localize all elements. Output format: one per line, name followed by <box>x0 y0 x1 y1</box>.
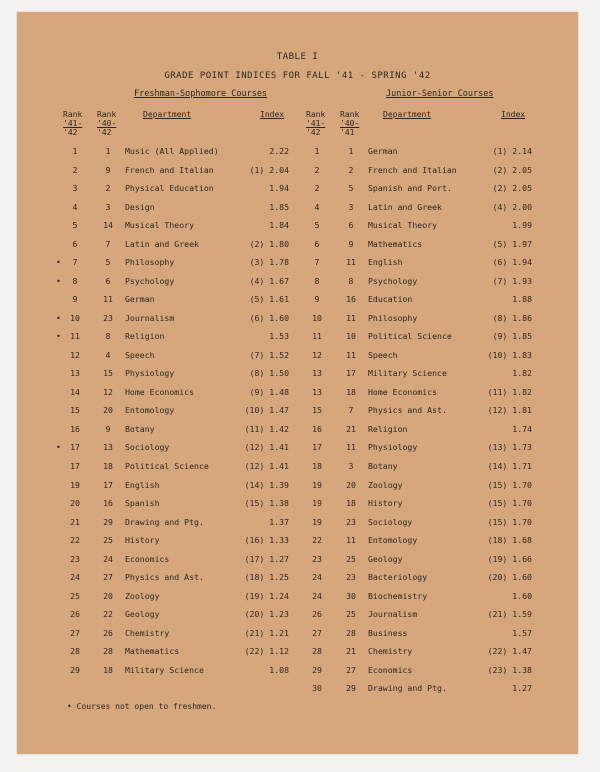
index-cell: (11) 1.42 <box>244 423 289 434</box>
rank-40-41-cell: 13 <box>103 442 113 453</box>
index-cell: (23) 1.38 <box>487 664 532 675</box>
department-cell: Zoology <box>125 590 160 601</box>
right-index-header: Index <box>501 110 526 119</box>
index-cell: (8) 1.86 <box>492 312 532 323</box>
rank-41-42-cell: 13 <box>312 368 322 379</box>
rank-41-42-cell: 29 <box>70 664 80 675</box>
index-cell: (2) 2.05 <box>492 183 532 194</box>
rank-41-42-cell: 13 <box>312 386 322 397</box>
right-table-row <box>17 624 578 642</box>
department-cell: Mathematics <box>125 646 180 657</box>
right-rank-41-42-header: Rank '41- '42 <box>306 110 326 137</box>
right-table-row <box>17 346 578 364</box>
not-open-marker: • <box>56 257 61 268</box>
department-cell: Speech <box>368 349 398 360</box>
index-cell: 1.37 <box>269 516 289 527</box>
rank-40-41-cell: 29 <box>103 516 113 527</box>
department-cell: Physics and Ast. <box>125 572 204 583</box>
department-cell: French and Italian <box>125 164 214 175</box>
rank-40-41-cell: 3 <box>105 201 111 212</box>
rank-41-42-cell: 5 <box>72 220 78 231</box>
left-index-header: Index <box>260 110 285 119</box>
index-cell: (6) 1.60 <box>249 312 289 323</box>
rank-40-41-cell: 20 <box>103 590 113 601</box>
rank-40-41-cell: 24 <box>103 553 113 564</box>
rank-40-41-cell: 11 <box>346 535 356 546</box>
department-cell: Military Science <box>125 664 204 675</box>
department-cell: Latin and Greek <box>125 238 199 249</box>
index-cell: (10) 1.47 <box>244 405 289 416</box>
rank-40-41-cell: 6 <box>348 220 354 231</box>
rank-41-42-cell: 23 <box>312 553 322 564</box>
index-cell: (18) 1.25 <box>244 572 289 583</box>
rank-41-42-cell: 17 <box>312 442 322 453</box>
rank-41-42-cell: 15 <box>312 405 322 416</box>
department-cell: Drawing and Ptg. <box>368 683 447 694</box>
department-cell: Economics <box>125 553 170 564</box>
rank-41-42-cell: 5 <box>314 220 320 231</box>
right-table-row <box>17 420 578 438</box>
index-cell: (14) 1.39 <box>244 479 289 490</box>
department-cell: Chemistry <box>368 646 413 657</box>
rank-40-41-cell: 1 <box>105 146 111 156</box>
rank-41-42-cell: 7 <box>72 257 78 268</box>
rank-41-42-cell: 12 <box>70 349 80 360</box>
rank-41-42-cell: 27 <box>70 627 80 638</box>
index-cell: (12) 1.81 <box>487 405 532 416</box>
rank-40-41-cell: 2 <box>348 164 354 175</box>
department-cell: Musical Theory <box>125 220 195 231</box>
index-cell: (19) 1.66 <box>487 553 532 564</box>
rank-40-41-cell: 5 <box>105 257 111 268</box>
rank-40-41-cell: 9 <box>105 423 111 434</box>
department-cell: Entomology <box>368 535 418 546</box>
index-cell: (2) 1.80 <box>249 238 289 249</box>
rank-41-42-cell: 24 <box>312 572 322 583</box>
index-cell: (1) 2.04 <box>249 164 289 175</box>
rank-40-41-cell: 14 <box>103 220 113 231</box>
index-cell: (9) 1.85 <box>492 331 532 342</box>
department-cell: Philosophy <box>368 312 418 323</box>
index-cell: 1.74 <box>512 423 532 434</box>
rank-41-42-cell: 28 <box>312 646 322 657</box>
index-cell: 1.60 <box>512 590 532 601</box>
department-cell: Physiology <box>125 368 175 379</box>
index-cell: (13) 1.73 <box>487 442 532 453</box>
right-table-row <box>17 550 578 568</box>
rank-40-41-cell: 18 <box>346 386 356 397</box>
department-cell: Speech <box>125 349 155 360</box>
left-rank-41-42-header: Rank '41- '42 <box>63 110 83 137</box>
not-open-marker: • <box>56 275 61 286</box>
rank-40-41-cell: 9 <box>105 164 111 175</box>
rank-41-42-cell: 9 <box>72 294 78 305</box>
right-table-row <box>17 494 578 512</box>
department-cell: Business <box>368 627 408 638</box>
index-cell: (10) 1.83 <box>487 349 532 360</box>
rank-41-42-cell: 10 <box>312 312 322 323</box>
department-cell: Zoology <box>368 479 403 490</box>
rank-40-41-cell: 20 <box>346 479 356 490</box>
right-table-row <box>17 198 578 216</box>
rank-40-41-cell: 17 <box>346 368 356 379</box>
index-cell: (20) 1.23 <box>244 609 289 620</box>
department-cell: Sociology <box>125 442 170 453</box>
rank-40-41-cell: 23 <box>103 312 113 323</box>
rank-40-41-cell: 20 <box>103 405 113 416</box>
index-cell: (15) 1.70 <box>487 479 532 490</box>
rank-41-42-cell: 8 <box>314 275 320 286</box>
department-cell: Spanish and Port. <box>368 183 452 194</box>
index-cell: 1.99 <box>512 220 532 231</box>
department-cell: Drawing and Ptg. <box>125 516 204 527</box>
index-cell: (12) 1.41 <box>244 461 289 471</box>
index-cell: (1) 2.14 <box>492 146 532 156</box>
rank-41-42-cell: 7 <box>314 257 320 268</box>
rank-40-41-cell: 23 <box>346 572 356 583</box>
rank-41-42-cell: 2 <box>314 183 320 194</box>
rank-41-42-cell: 13 <box>70 368 80 379</box>
rank-41-42-cell: 6 <box>314 238 320 249</box>
rank-40-41-cell: 4 <box>105 349 111 360</box>
index-cell: 1.27 <box>512 683 532 694</box>
department-cell: Botany <box>125 423 155 434</box>
rank-40-41-cell: 25 <box>346 609 356 620</box>
index-cell: (16) 1.33 <box>244 535 289 546</box>
rank-41-42-cell: 19 <box>70 479 80 490</box>
footnote: • Courses not open to freshmen. <box>67 702 217 711</box>
index-cell: 1.08 <box>269 664 289 675</box>
index-cell: (5) 1.97 <box>492 238 532 249</box>
department-cell: Musical Theory <box>368 220 438 231</box>
department-cell: Physics and Ast. <box>368 405 447 416</box>
department-cell: Education <box>368 294 413 305</box>
department-cell: Home Economics <box>368 386 438 397</box>
right-table-row <box>17 383 578 401</box>
rank-41-42-cell: 4 <box>72 201 78 212</box>
rank-41-42-cell: 2 <box>314 164 320 175</box>
rank-40-41-cell: 15 <box>103 368 113 379</box>
left-department-header: Department <box>143 110 192 119</box>
rank-40-41-cell: 7 <box>105 238 111 249</box>
rank-40-41-cell: 27 <box>346 664 356 675</box>
rank-41-42-cell: 18 <box>312 461 322 471</box>
department-cell: Political Science <box>368 331 452 342</box>
rank-41-42-cell: 4 <box>314 201 320 212</box>
right-table-row <box>17 142 578 160</box>
rank-41-42-cell: 25 <box>70 590 80 601</box>
rank-41-42-cell: 11 <box>312 331 322 342</box>
department-cell: Religion <box>125 331 165 342</box>
index-cell: (3) 1.78 <box>249 257 289 268</box>
rank-40-41-cell: 18 <box>103 664 113 675</box>
right-table-row <box>17 309 578 327</box>
index-cell: (7) 1.93 <box>492 275 532 286</box>
rank-41-42-cell: 16 <box>312 423 322 434</box>
department-cell: Geology <box>125 609 160 620</box>
right-table-row <box>17 661 578 679</box>
rank-41-42-cell: 30 <box>312 683 322 694</box>
rank-40-41-cell: 25 <box>103 535 113 546</box>
rank-40-41-cell: 22 <box>103 609 113 620</box>
department-cell: French and Italian <box>368 164 457 175</box>
index-cell: (5) 1.61 <box>249 294 289 305</box>
index-cell: (8) 1.50 <box>249 368 289 379</box>
rank-41-42-cell: 19 <box>312 479 322 490</box>
rank-40-41-cell: 21 <box>346 423 356 434</box>
rank-40-41-cell: 25 <box>346 553 356 564</box>
right-table-row <box>17 179 578 197</box>
index-cell: (2) 2.05 <box>492 164 532 175</box>
right-table-row <box>17 476 578 494</box>
department-cell: Sociology <box>368 516 413 527</box>
rank-40-41-cell: 28 <box>103 646 113 657</box>
index-cell: 1.85 <box>269 201 289 212</box>
rank-40-41-cell: 23 <box>346 516 356 527</box>
rank-41-42-cell: 28 <box>70 646 80 657</box>
department-cell: History <box>125 535 160 546</box>
rank-41-42-cell: 12 <box>312 349 322 360</box>
rank-40-41-cell: 26 <box>103 627 113 638</box>
index-cell: 1.94 <box>269 183 289 194</box>
rank-40-41-cell: 6 <box>105 275 111 286</box>
department-cell: Mathematics <box>368 238 423 249</box>
index-cell: (4) 1.67 <box>249 275 289 286</box>
rank-41-42-cell: 24 <box>312 590 322 601</box>
rank-41-42-cell: 8 <box>72 275 78 286</box>
rank-40-41-cell: 11 <box>346 312 356 323</box>
department-cell: Religion <box>368 423 408 434</box>
department-cell: Chemistry <box>125 627 170 638</box>
index-cell: 2.22 <box>269 146 289 156</box>
right-table-row <box>17 290 578 308</box>
department-cell: Home Economics <box>125 386 195 397</box>
index-cell: (9) 1.48 <box>249 386 289 397</box>
right-table-row <box>17 568 578 586</box>
index-cell: (11) 1.82 <box>487 386 532 397</box>
right-table-row <box>17 235 578 253</box>
rank-40-41-cell: 8 <box>105 331 111 342</box>
rank-41-42-cell: 20 <box>70 498 80 509</box>
section-freshman-sophomore: Freshman-Sophomore Courses <box>134 89 268 99</box>
rank-41-42-cell: 3 <box>72 183 78 194</box>
department-cell: Military Science <box>368 368 447 379</box>
rank-40-41-cell: 8 <box>348 275 354 286</box>
rank-41-42-cell: 23 <box>70 553 80 564</box>
right-department-header: Department <box>383 110 432 119</box>
rank-40-41-cell: 9 <box>348 238 354 249</box>
rank-41-42-cell: 26 <box>70 609 80 620</box>
rank-40-41-cell: 1 <box>348 146 354 156</box>
department-cell: Latin and Greek <box>368 201 442 212</box>
rank-40-41-cell: 18 <box>103 461 113 471</box>
index-cell: 1.88 <box>512 294 532 305</box>
department-cell: History <box>368 498 403 509</box>
index-cell: (19) 1.24 <box>244 590 289 601</box>
index-cell: (17) 1.27 <box>244 553 289 564</box>
rank-41-42-cell: 19 <box>312 516 322 527</box>
index-cell: (22) 1.47 <box>487 646 532 657</box>
rank-40-41-cell: 10 <box>346 331 356 342</box>
rank-41-42-cell: 1 <box>314 146 320 156</box>
section-junior-senior: Junior-Senior Courses <box>386 89 494 99</box>
rank-41-42-cell: 22 <box>312 535 322 546</box>
rank-41-42-cell: 21 <box>70 516 80 527</box>
department-cell: Bacteriology <box>368 572 428 583</box>
table-title: GRADE POINT INDICES FOR FALL '41 - SPRING '42 <box>164 71 431 81</box>
department-cell: Journalism <box>368 609 418 620</box>
index-cell: (12) 1.41 <box>244 442 289 453</box>
rank-40-41-cell: 16 <box>346 294 356 305</box>
rank-41-42-cell: 2 <box>72 164 78 175</box>
rank-41-42-cell: 6 <box>72 238 78 249</box>
department-cell: Physiology <box>368 442 418 453</box>
department-cell: Entomology <box>125 405 175 416</box>
rank-41-42-cell: 11 <box>70 331 80 342</box>
rank-41-42-cell: 10 <box>70 312 80 323</box>
department-cell: Journalism <box>125 312 175 323</box>
table-label: TABLE I <box>276 52 319 62</box>
rank-40-41-cell: 11 <box>346 349 356 360</box>
index-cell: (20) 1.60 <box>487 572 532 583</box>
right-table-row <box>17 327 578 345</box>
right-table-row <box>17 605 578 623</box>
rank-40-41-cell: 11 <box>346 257 356 268</box>
right-table-row <box>17 438 578 456</box>
rank-40-41-cell: 5 <box>348 183 354 194</box>
right-table-row <box>17 679 578 697</box>
index-cell: 1.57 <box>512 627 532 638</box>
rank-40-41-cell: 2 <box>105 183 111 194</box>
rank-40-41-cell: 11 <box>346 442 356 453</box>
index-cell: (18) 1.68 <box>487 535 532 546</box>
right-table-row <box>17 161 578 179</box>
department-cell: German <box>125 294 155 305</box>
document-page <box>17 12 578 754</box>
rank-40-41-cell: 21 <box>346 646 356 657</box>
index-cell: (21) 1.21 <box>244 627 289 638</box>
rank-41-42-cell: 16 <box>70 423 80 434</box>
department-cell: Psychology <box>125 275 175 286</box>
department-cell: Economics <box>368 664 413 675</box>
rank-40-41-cell: 17 <box>103 479 113 490</box>
rank-40-41-cell: 12 <box>103 386 113 397</box>
index-cell: (6) 1.94 <box>492 257 532 268</box>
rank-41-42-cell: 17 <box>70 442 80 453</box>
right-table-row <box>17 364 578 382</box>
rank-41-42-cell: 27 <box>312 627 322 638</box>
rank-41-42-cell: 26 <box>312 609 322 620</box>
rank-41-42-cell: 22 <box>70 535 80 546</box>
index-cell: (15) 1.70 <box>487 498 532 509</box>
rank-41-42-cell: 29 <box>312 664 322 675</box>
index-cell: 1.53 <box>269 331 289 342</box>
right-rank-40-41-header: Rank '40- '41 <box>340 110 360 137</box>
index-cell: (14) 1.71 <box>487 461 532 471</box>
department-cell: Physical Education <box>125 183 214 194</box>
department-cell: German <box>368 146 398 156</box>
department-cell: Music (All Applied) <box>125 146 219 156</box>
right-table-row <box>17 272 578 290</box>
not-open-marker: • <box>56 331 61 342</box>
left-rank-40-41-header: Rank '40- '42 <box>97 110 117 137</box>
department-cell: English <box>368 257 403 268</box>
rank-41-42-cell: 9 <box>314 294 320 305</box>
not-open-marker: • <box>56 312 61 323</box>
rank-40-41-cell: 7 <box>348 405 354 416</box>
department-cell: Design <box>125 201 155 212</box>
right-table-row <box>17 642 578 660</box>
department-cell: Spanish <box>125 498 160 509</box>
right-table-row <box>17 457 578 475</box>
rank-40-41-cell: 29 <box>346 683 356 694</box>
rank-41-42-cell: 1 <box>72 146 78 156</box>
rank-40-41-cell: 27 <box>103 572 113 583</box>
rank-40-41-cell: 30 <box>346 590 356 601</box>
index-cell: 1.82 <box>512 368 532 379</box>
index-cell: (22) 1.12 <box>244 646 289 657</box>
rank-41-42-cell: 17 <box>70 461 80 471</box>
rank-41-42-cell: 19 <box>312 498 322 509</box>
right-table-row <box>17 216 578 234</box>
rank-40-41-cell: 16 <box>103 498 113 509</box>
index-cell: 1.84 <box>269 220 289 231</box>
right-table-row <box>17 587 578 605</box>
rank-41-42-cell: 24 <box>70 572 80 583</box>
not-open-marker: • <box>56 442 61 453</box>
right-table-row <box>17 401 578 419</box>
right-table-row <box>17 513 578 531</box>
rank-40-41-cell: 28 <box>346 627 356 638</box>
department-cell: English <box>125 479 160 490</box>
index-cell: (21) 1.59 <box>487 609 532 620</box>
rank-41-42-cell: 14 <box>70 386 80 397</box>
rank-40-41-cell: 11 <box>103 294 113 305</box>
department-cell: Biochemistry <box>368 590 428 601</box>
right-table-row <box>17 253 578 271</box>
index-cell: (15) 1.38 <box>244 498 289 509</box>
department-cell: Botany <box>368 461 398 471</box>
rank-40-41-cell: 3 <box>348 461 354 471</box>
rank-41-42-cell: 15 <box>70 405 80 416</box>
rank-40-41-cell: 18 <box>346 498 356 509</box>
index-cell: (4) 2.00 <box>492 201 532 212</box>
right-table-row <box>17 531 578 549</box>
rank-40-41-cell: 3 <box>348 201 354 212</box>
index-cell: (7) 1.52 <box>249 349 289 360</box>
department-cell: Geology <box>368 553 403 564</box>
index-cell: (15) 1.70 <box>487 516 532 527</box>
department-cell: Psychology <box>368 275 418 286</box>
department-cell: Philosophy <box>125 257 175 268</box>
department-cell: Political Science <box>125 461 209 471</box>
